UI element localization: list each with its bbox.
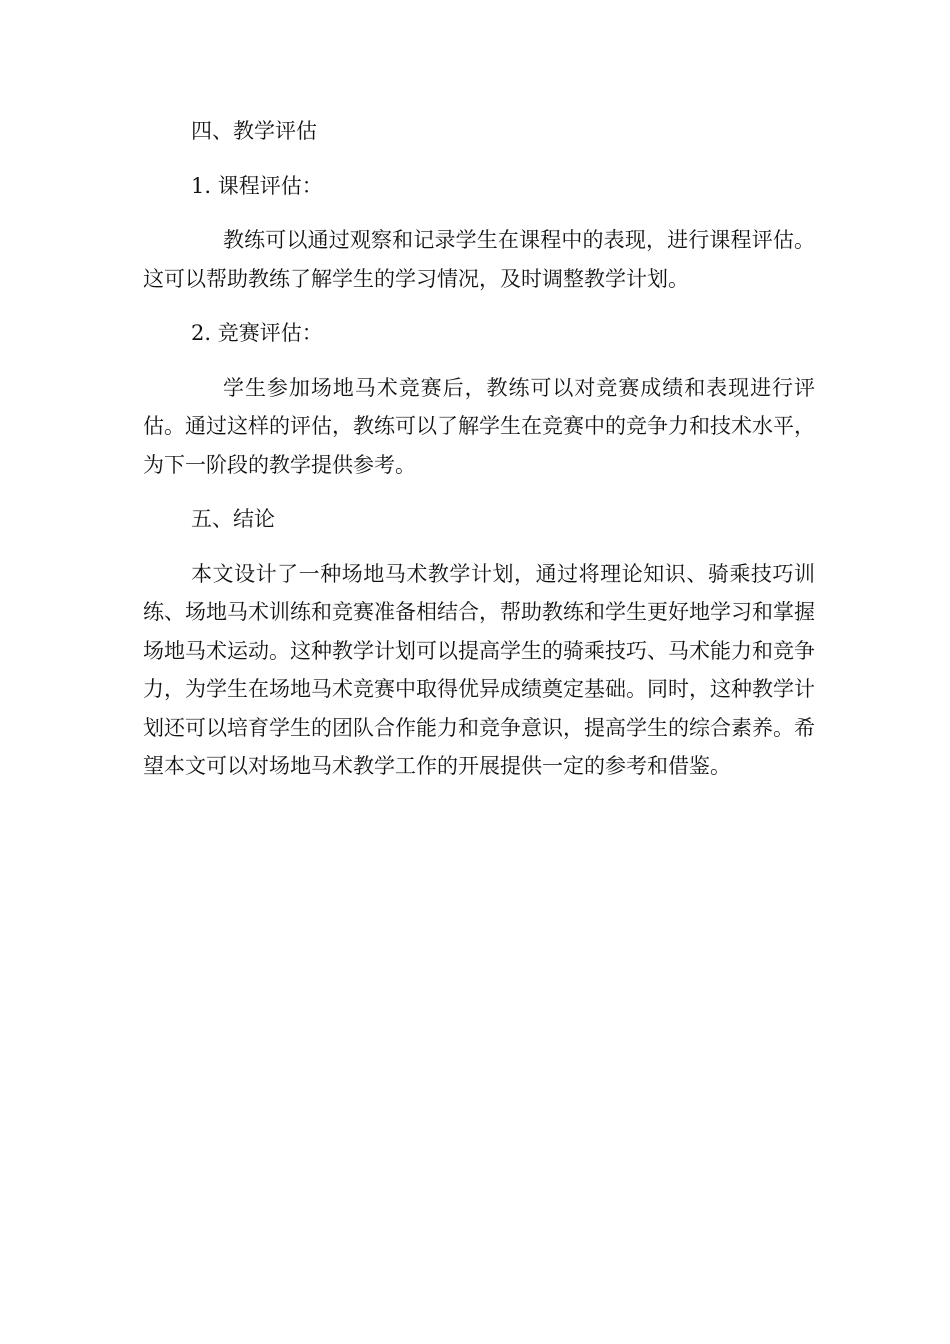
paragraph-course-assessment: 教练可以通过观察和记录学生在课程中的表现，进行课程评估。这可以帮助教练了解学生的学习情况，及时调整教学计划。 bbox=[143, 228, 815, 291]
subheading-competition-assessment: 2. 竞赛评估： bbox=[191, 321, 323, 345]
document-body bbox=[143, 112, 815, 802]
paragraph-conclusion: 本文设计了一种场地马术教学计划，通过将理论知识、骑乘技巧训练、场地马术训练和竞赛准备相结合，帮助教练和学生更好地学习和掌握场地马术运动。这种教学计划可以提高学生的骑乘技巧、马术能力和竞争力，为学生在场地马术竞赛中取得优异成绩奠定基础。同时，这种教学计划还可以培育学生的团队合作能力和竞争意识，提高学生的综合素养。希望本文可以对场地马术教学工作的开展提供一定的参考和借鉴。 bbox=[143, 561, 815, 778]
section-heading-assessment: 四、教学评估 bbox=[191, 119, 317, 143]
paragraph-competition-assessment: 学生参加场地马术竞赛后，教练可以对竞赛成绩和表现进行评估。通过这样的评估，教练可以了解学生在竞赛中的竞争力和技术水平，为下一阶段的教学提供参考。 bbox=[143, 375, 815, 477]
subheading-course-assessment: 1. 课程评估： bbox=[191, 173, 323, 198]
section-heading-conclusion: 五、结论 bbox=[191, 507, 275, 531]
